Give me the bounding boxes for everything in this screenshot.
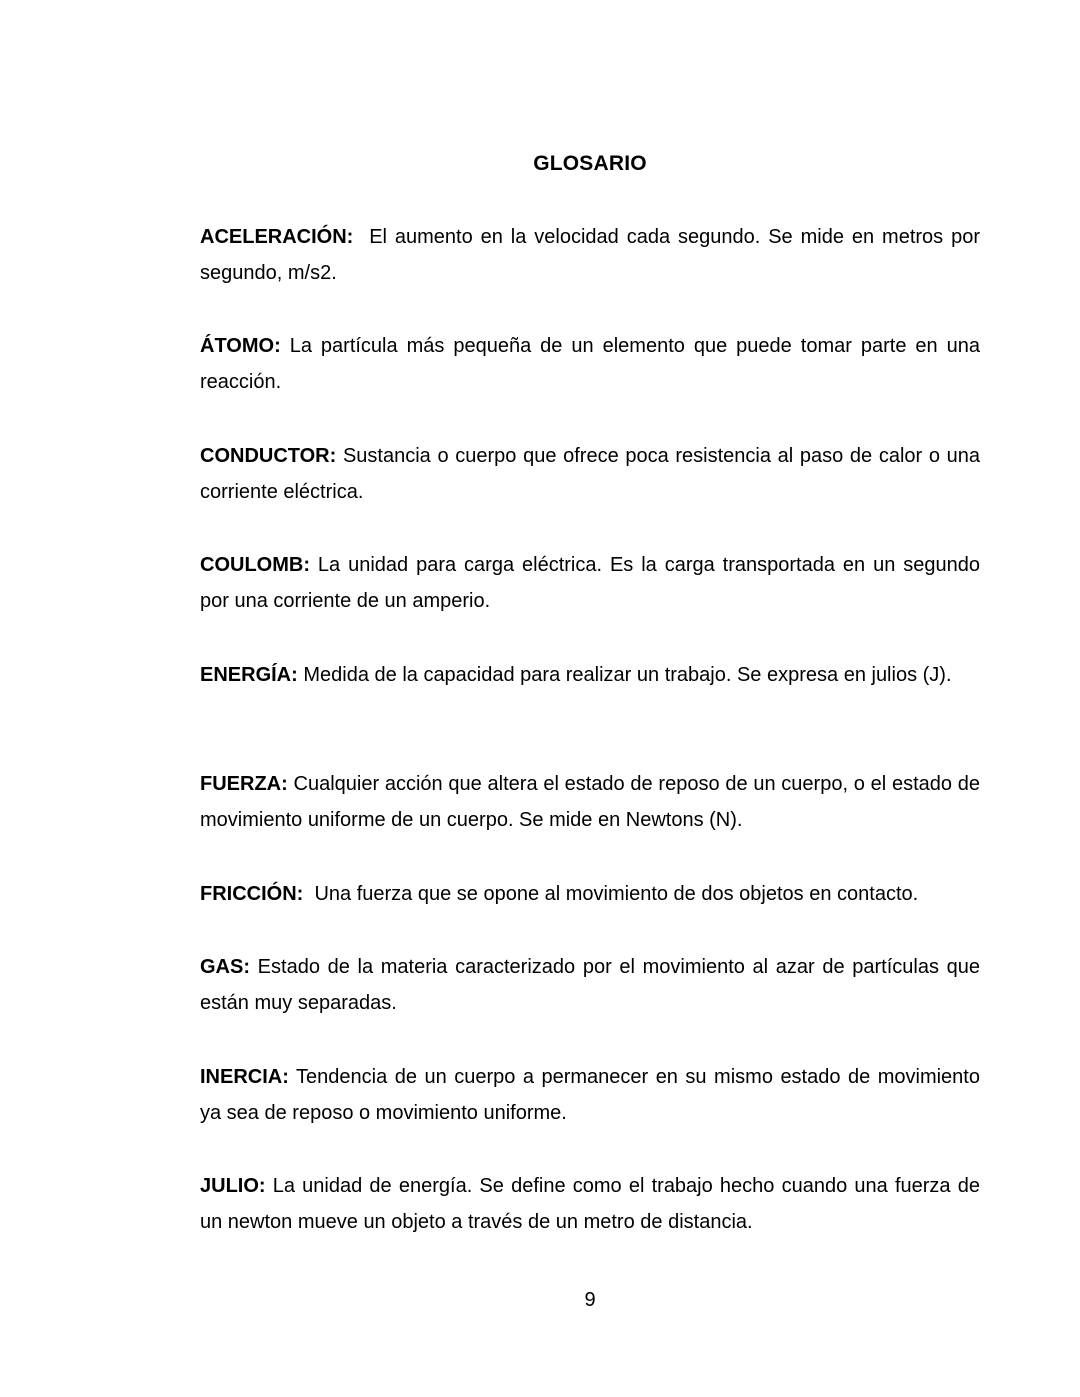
glossary-entry-fuerza	[200, 766, 980, 838]
glossary-definition: Cualquier acción que altera el estado de reposo de un cuerpo, o el estado de movimiento uniforme de un cuerpo. Se mide en Newtons (N).	[200, 773, 980, 831]
glossary-term: ÁTOMO:	[200, 335, 281, 357]
glossary-definition: Sustancia o cuerpo que ofrece poca resistencia al paso de calor o una corriente eléctrica.	[200, 445, 980, 503]
glossary-entry-coulomb	[200, 547, 980, 619]
glossary-definition: La unidad para carga eléctrica. Es la carga transportada en un segundo por una corriente de un amperio.	[200, 554, 980, 612]
glossary-definition: Una fuerza que se opone al movimiento de dos objetos en contacto.	[314, 883, 919, 905]
glossary-entry-friccion	[200, 876, 980, 912]
glossary-term: FUERZA:	[200, 773, 288, 795]
glossary-term: CONDUCTOR:	[200, 445, 337, 467]
glossary-entry-aceleracion	[200, 219, 980, 291]
glossary-term: FRICCIÓN:	[200, 883, 304, 905]
glossary-entry-inercia	[200, 1059, 980, 1131]
glossary-definition: Medida de la capacidad para realizar un trabajo. Se expresa en julios (J).	[303, 664, 952, 686]
glossary-entry-julio	[200, 1168, 980, 1240]
glossary-term: ENERGÍA:	[200, 664, 298, 686]
glossary-term: COULOMB:	[200, 554, 310, 576]
page-title: GLOSARIO	[533, 152, 647, 175]
glossary-definition: La partícula más pequeña de un elemento que puede tomar parte en una reacción.	[200, 335, 980, 393]
glossary-term: INERCIA:	[200, 1066, 289, 1088]
glossary-entry-atomo	[200, 328, 980, 400]
glossary-term: GAS:	[200, 956, 250, 978]
glossary-entry-gas	[200, 949, 980, 1021]
glossary-definition: Estado de la materia caracterizado por el movimiento al azar de partículas que están muy separadas.	[200, 956, 981, 1014]
glossary-definition: Tendencia de un cuerpo a permanecer en su mismo estado de movimiento ya sea de reposo o movimiento uniforme.	[200, 1066, 980, 1124]
glossary-definition: El aumento en la velocidad cada segundo. Se mide en metros por segundo, m/s2.	[200, 226, 980, 284]
glossary-entry-energia	[200, 657, 980, 693]
page-number: 9	[584, 1289, 596, 1311]
glossary-entry-conductor	[200, 438, 980, 510]
glossary-term: ACELERACIÓN:	[200, 226, 354, 248]
glossary-definition: La unidad de energía. Se define como el trabajo hecho cuando una fuerza de un newton mueve un objeto a través de un metro de distancia.	[200, 1175, 980, 1233]
glossary-term: JULIO:	[200, 1175, 266, 1197]
